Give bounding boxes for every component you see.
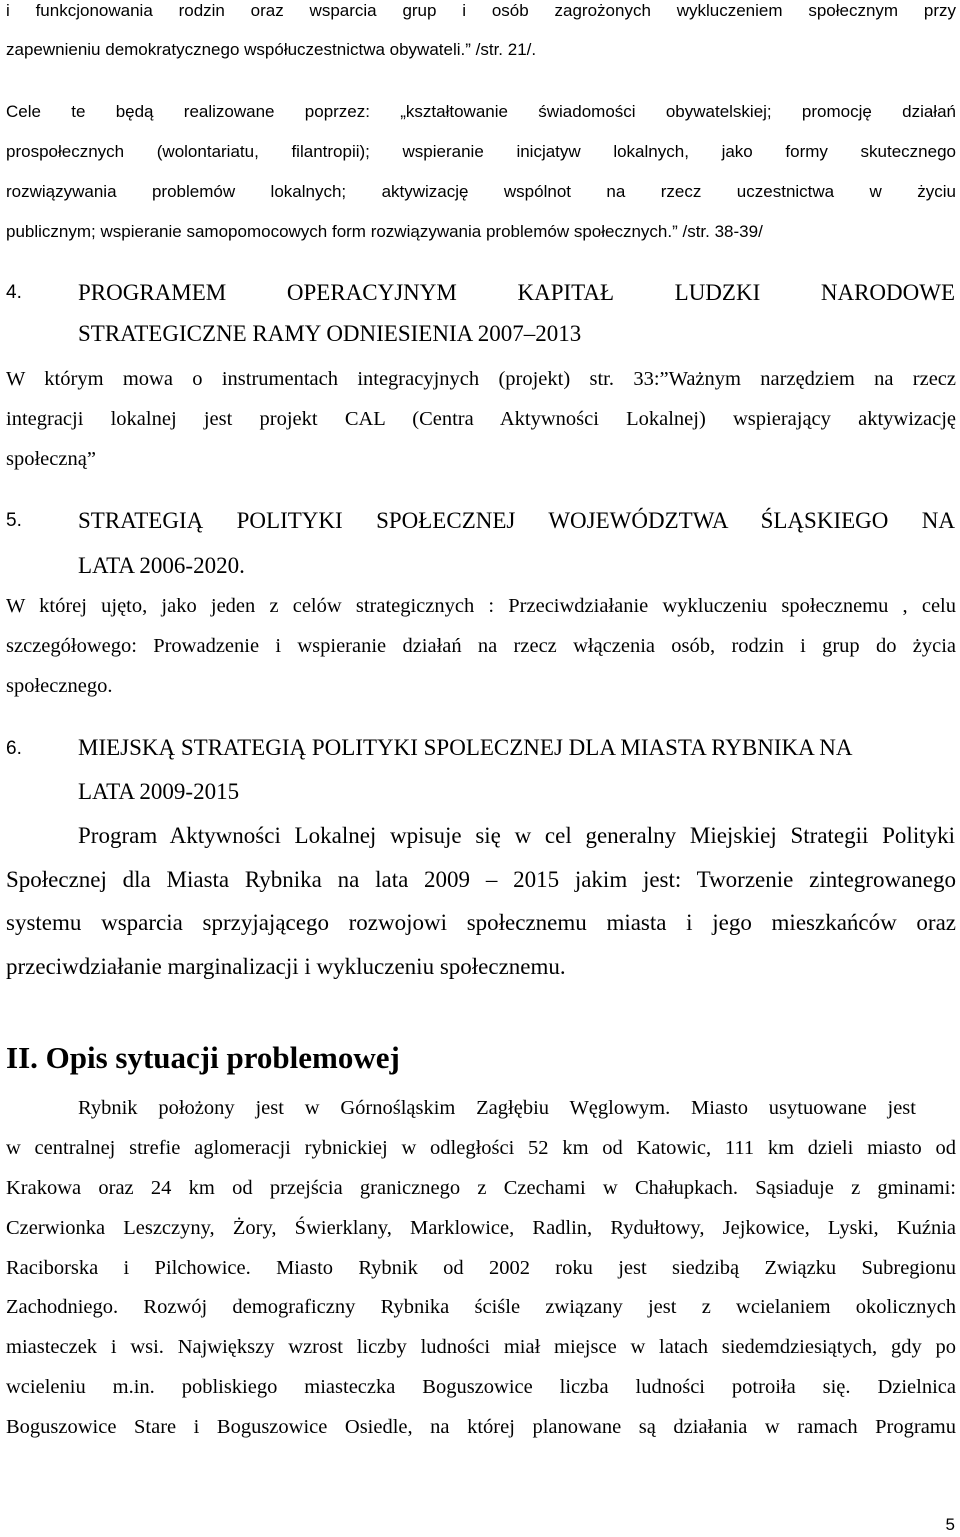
paragraph-a-line-1: i funkcjonowania rodzin oraz wsparcia grup i osób zagrożonych wykluczeniem społecznym przy bbox=[6, 1, 956, 20]
paragraph-b-line-2: prospołecznych (wolontariatu, filantropii); wspieranie inicjatyw lokalnych, jako formy skutecznego bbox=[6, 142, 956, 161]
section-6-body-line-2: Społecznej dla Miasta Rybnika na lata 2009 – 2015 jakim jest: Tworzenie zintegrowanego bbox=[6, 867, 956, 892]
chapter-2-body-line-6: Zachodniego. Rozwój demograficzny Rybnika ściśle związany jest z wcielaniem okolicznych bbox=[6, 1296, 956, 1318]
section-6-body-line-4: przeciwdziałanie marginalizacji i wykluczeniu społecznemu. bbox=[6, 954, 566, 979]
paragraph-a-line-2: zapewnieniu demokratycznego współuczestnictwa obywateli.” /str. 21/. bbox=[6, 40, 537, 59]
chapter-2-body-line-2: w centralnej strefie aglomeracji rybnickiej w odległości 52 km od Katowic, 111 km dzieli miasto od bbox=[6, 1137, 956, 1159]
section-4-body-line-1: W którym mowa o instrumentach integracyjnych (projekt) str. 33:”Ważnym narzędziem na rzecz bbox=[6, 368, 956, 390]
section-6-title-line-1: MIEJSKĄ STRATEGIĄ POLITYKI SPOLECZNEJ DLA MIASTA RYBNIKA NA bbox=[78, 735, 853, 760]
chapter-2-body-line-7: miasteczek i wsi. Największy wzrost liczby ludności miał miejsce w latach siedemdziesiątych, gdy po bbox=[6, 1336, 956, 1358]
chapter-2-title: II. Opis sytuacji problemowej bbox=[6, 1040, 400, 1075]
chapter-2-body-line-8: wcieleniu m.in. pobliskiego miasteczka Boguszowice liczba ludności potroiła się. Dzielnica bbox=[6, 1376, 956, 1398]
section-6-body-line-3: systemu wsparcia sprzyjającego rozwojowi społecznemu miasta i jego mieszkańców oraz bbox=[6, 910, 956, 935]
section-4-body-line-3: społeczną” bbox=[6, 448, 96, 470]
section-4-body-line-2: integracji lokalnej jest projekt CAL (Centra Aktywności Lokalnej) wspierający aktywizację bbox=[6, 408, 956, 430]
section-5-body-line-3: społecznego. bbox=[6, 675, 113, 697]
section-6-title-line-2: LATA 2009-2015 bbox=[78, 779, 240, 804]
section-5-body-line-1: W której ujęto, jako jeden z celów strategicznych : Przeciwdziałanie wykluczeniu społecznemu , celu bbox=[6, 595, 956, 617]
section-4-number: 4. bbox=[6, 282, 22, 303]
page-number: 5 bbox=[945, 1515, 955, 1534]
paragraph-b-line-1: Cele te będą realizowane poprzez: „kształtowanie świadomości obywatelskiej; promocję działań bbox=[6, 102, 956, 121]
chapter-2-body-line-9: Boguszowice Stare i Boguszowice Osiedle, na której planowane są działania w ramach Programu bbox=[6, 1416, 956, 1438]
chapter-2-body-line-5: Raciborska i Pilchowice. Miasto Rybnik od 2002 roku jest siedzibą Związku Subregionu bbox=[6, 1257, 956, 1279]
chapter-2-body-line-4: Czerwionka Leszczyny, Żory, Świerklany, Marklowice, Radlin, Rydułtowy, Jejkowice, Lyski, Kuźnia bbox=[6, 1217, 956, 1239]
section-4-title-line-1: PROGRAMEM OPERACYJNYM KAPITAŁ LUDZKI NARODOWE bbox=[78, 280, 955, 305]
chapter-2-body-line-3: Krakowa oraz 24 km od przejścia granicznego z Czechami w Chałupkach. Sąsiaduje z gminami: bbox=[6, 1177, 956, 1199]
section-5-body-line-2: szczegółowego: Prowadzenie i wspieranie działań na rzecz włączenia osób, rodzin i grup do życia bbox=[6, 635, 956, 657]
section-5-number: 5. bbox=[6, 510, 22, 531]
section-5-title-line-1: STRATEGIĄ POLITYKI SPOŁECZNEJ WOJEWÓDZTWA ŚLĄSKIEGO NA bbox=[78, 508, 955, 533]
paragraph-b-line-3: rozwiązywania problemów lokalnych; aktywizację wspólnot na rzecz uczestnictwa w życiu bbox=[6, 182, 956, 201]
section-4-title-line-2: STRATEGICZNE RAMY ODNIESIENIA 2007–2013 bbox=[78, 321, 582, 346]
section-5-title-line-2: LATA 2006-2020. bbox=[78, 553, 245, 578]
paragraph-b-line-4: publicznym; wspieranie samopomocowych form rozwiązywania problemów społecznych.” /str. 38-39/ bbox=[6, 222, 763, 241]
chapter-2-body-line-1: Rybnik położony jest w Górnośląskim Zagłębiu Węglowym. Miasto usytuowane jest bbox=[78, 1097, 916, 1119]
section-6-body-line-1: Program Aktywności Lokalnej wpisuje się w cel generalny Miejskiej Strategii Polityki bbox=[78, 823, 955, 848]
section-6-number: 6. bbox=[6, 738, 22, 759]
